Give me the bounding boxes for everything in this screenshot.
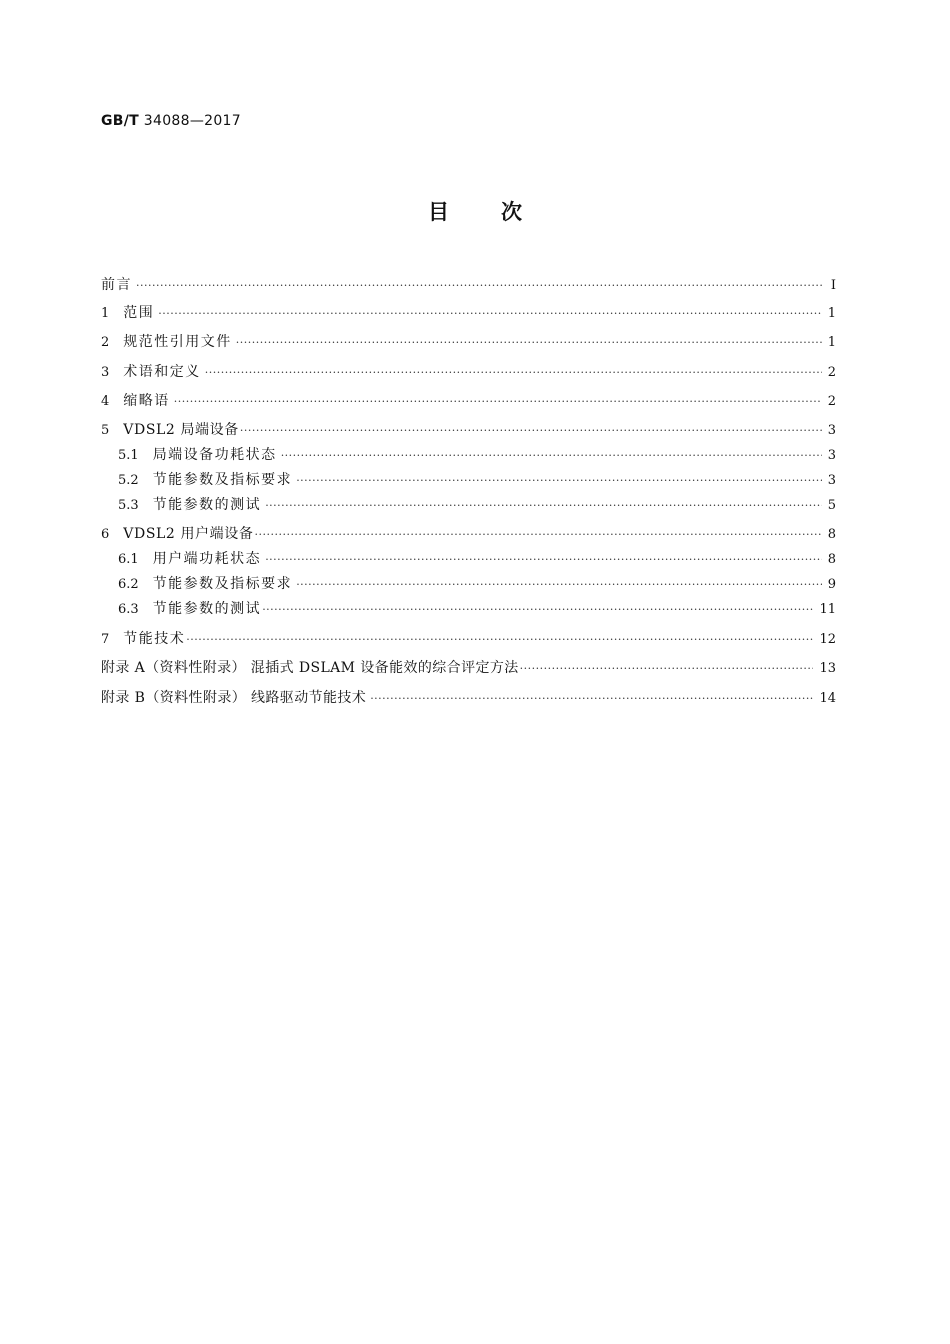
toc-entry-4[interactable] [101,390,836,412]
standard-code-prefix: GB/T [101,113,140,129]
toc-entry-page: 12 [819,632,836,647]
toc-entry-label: 范围 [123,305,155,321]
toc-entry-appendix-b[interactable] [101,687,836,709]
toc-entry-page: 1 [827,335,836,350]
toc-entry-page: 3 [827,448,836,463]
toc-entry-label: 节能参数的测试 [152,601,262,617]
toc-leader-dots [254,524,821,546]
toc-entry-page: 8 [827,552,836,567]
toc-leader-dots [236,332,822,354]
toc-entry-number: 5 [101,423,110,438]
toc-entry-page: 14 [819,691,836,706]
toc-entry-page: 1 [827,306,836,321]
toc-entry-number: 7 [101,632,110,647]
toc-entry-label: 附录 B（资料性附录） 线路驱动节能技术 [101,690,367,706]
toc-entry-6-3[interactable] [101,598,836,620]
toc-leader-dots [158,303,821,325]
toc-entry-label: 局端设备功耗状态 [152,447,277,463]
toc-entry-6-1[interactable] [101,548,836,570]
toc-entry-number: 5.1 [118,448,139,463]
toc-entry-foreword[interactable] [101,274,836,296]
toc-entry-6-2[interactable] [101,573,836,595]
toc-entry-label: VDSL2 局端设备 [123,422,239,438]
toc-entry-page: 9 [827,577,836,592]
toc-entry-page: 2 [827,365,836,380]
toc-leader-dots [240,420,822,442]
page-title-char-2: 次 [501,200,522,224]
toc-entry-number: 6 [101,527,110,542]
toc-entry-5-2[interactable] [101,469,836,491]
toc-entry-page: 3 [827,423,836,438]
toc-entry-label: 缩略语 [123,393,170,409]
toc-leader-dots [265,495,822,517]
toc-entry-page: 13 [819,661,836,676]
toc-leader-dots [136,275,822,297]
toc-entry-number: 4 [101,394,110,409]
toc-entry-2[interactable] [101,331,836,353]
toc-entry-label: 附录 A（资料性附录） 混插式 DSLAM 设备能效的综合评定方法 [101,660,519,676]
toc-leader-dots [265,549,822,571]
toc-entry-3[interactable] [101,361,836,383]
toc-entry-5-1[interactable] [101,444,836,466]
toc-entry-page: 11 [819,602,836,617]
page-title [0,196,950,226]
toc-entry-label: 节能参数的测试 [152,497,262,513]
toc-entry-number: 6.1 [118,552,139,567]
toc-leader-dots [174,391,822,413]
toc-leader-dots [262,599,813,621]
toc-leader-dots [370,688,813,710]
toc-entry-number: 5.2 [118,473,139,488]
standard-code-number: 34088—2017 [143,113,241,129]
standard-code [101,113,241,129]
toc-entry-label: 节能技术 [123,631,186,647]
toc-entry-page: 3 [827,473,836,488]
toc-entry-5-3[interactable] [101,494,836,516]
page-title-char-1: 目 [428,200,449,224]
toc-entry-appendix-a[interactable] [101,657,836,679]
toc-leader-dots [186,629,813,651]
toc-entry-number: 6.3 [118,602,139,617]
toc-entry-number: 1 [101,306,110,321]
toc-entry-label: 用户端功耗状态 [152,551,262,567]
toc-leader-dots [296,470,822,492]
toc-entry-number: 2 [101,335,110,350]
toc-entry-1[interactable] [101,302,836,324]
toc-entry-page: 2 [827,394,836,409]
toc-entry-page: 5 [827,498,836,513]
toc-entry-label: 术语和定义 [123,364,201,380]
toc-entry-number: 3 [101,365,110,380]
toc-entry-label: VDSL2 用户端设备 [123,526,254,542]
toc-entry-number: 5.3 [118,498,139,513]
toc-entry-number: 6.2 [118,577,139,592]
toc-leader-dots [520,658,814,680]
toc-entry-7[interactable] [101,628,836,650]
toc-entry-label: 节能参数及指标要求 [152,472,293,488]
toc-entry-label: 前言 [101,277,132,293]
toc-entry-6[interactable] [101,523,836,545]
toc-entry-label: 节能参数及指标要求 [152,576,293,592]
toc-entry-5[interactable] [101,419,836,441]
toc-entry-page: 8 [827,527,836,542]
toc-leader-dots [296,574,822,596]
toc-entry-label: 规范性引用文件 [123,334,232,350]
toc-leader-dots [205,362,822,384]
toc-entry-page: Ⅰ [830,278,836,293]
toc-leader-dots [281,445,822,467]
